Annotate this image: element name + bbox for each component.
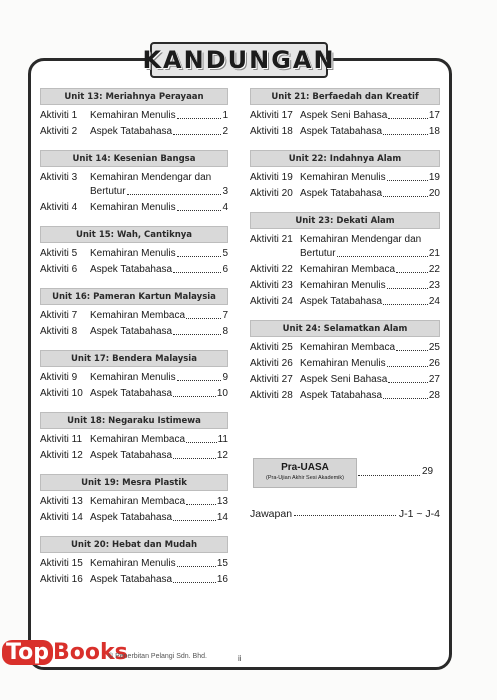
jawapan-entry[interactable]	[250, 508, 440, 520]
entry-title: Kemahiran Menulis	[90, 110, 176, 121]
entry-description	[90, 125, 228, 139]
entry-title: Kemahiran Membaca	[90, 496, 186, 507]
entry-description	[90, 247, 228, 261]
unit-section	[40, 350, 228, 401]
toc-entry[interactable]	[40, 433, 228, 447]
unit-header: Unit 19: Mesra Plastik	[40, 474, 228, 491]
entry-title-cont: Bertutur	[300, 248, 336, 259]
dot-leader	[177, 247, 222, 257]
entry-title: Aspek Tatabahasa	[90, 574, 173, 585]
activity-label: Aktiviti 23	[250, 280, 293, 291]
entry-title: Kemahiran Menulis	[300, 172, 386, 183]
dot-leader	[177, 201, 222, 211]
entry-description	[300, 373, 440, 387]
logo-books: Books	[52, 640, 128, 665]
toc-entry[interactable]	[250, 233, 440, 261]
toc-entry[interactable]	[40, 125, 228, 139]
unit-header: Unit 18: Negaraku Istimewa	[40, 412, 228, 429]
dot-leader	[127, 185, 222, 195]
entry-page: 2	[222, 126, 228, 137]
entry-page: 4	[222, 202, 228, 213]
entry-description	[90, 263, 228, 277]
unit-header: Unit 20: Hebat dan Mudah	[40, 536, 228, 553]
entry-title: Aspek Tatabahasa	[300, 390, 383, 401]
activity-label: Aktiviti 14	[40, 512, 83, 523]
toc-entry[interactable]	[250, 187, 440, 201]
entry-page: 26	[428, 358, 440, 369]
entry-title-line2	[300, 247, 440, 261]
activity-label: Aktiviti 3	[40, 172, 78, 183]
entry-description	[90, 309, 228, 323]
entry-description	[90, 511, 228, 525]
pra-uasa-box[interactable]	[253, 458, 357, 488]
entry-title: Kemahiran Menulis	[90, 558, 176, 569]
entry-description	[300, 389, 440, 403]
entry-description	[90, 449, 228, 463]
entry-page: 15	[216, 558, 228, 569]
toc-entry[interactable]	[250, 279, 440, 293]
entry-description	[300, 109, 440, 123]
jawapan-pages: J-1 ~ J-4	[398, 508, 440, 520]
activity-label: Aktiviti 11	[40, 434, 83, 445]
dot-leader	[177, 109, 222, 119]
entry-description	[300, 171, 440, 185]
activity-label: Aktiviti 21	[250, 234, 293, 245]
dot-leader	[173, 573, 216, 583]
pra-uasa-title: Pra-UASA	[281, 462, 329, 473]
entry-description	[300, 187, 440, 201]
entry-page: 18	[428, 126, 440, 137]
entry-page: 20	[428, 188, 440, 199]
entry-page: 3	[222, 186, 228, 197]
entry-page: 25	[428, 342, 440, 353]
dot-leader	[388, 373, 428, 383]
entry-page: 28	[428, 390, 440, 401]
entry-description	[90, 201, 228, 215]
entry-page: 10	[216, 388, 228, 399]
entry-page: 7	[222, 310, 228, 321]
unit-header: Unit 14: Kesenian Bangsa	[40, 150, 228, 167]
activity-label: Aktiviti 22	[250, 264, 293, 275]
toc-entry[interactable]	[40, 171, 228, 199]
dot-leader	[186, 433, 217, 443]
dot-leader	[173, 511, 216, 521]
toc-entry[interactable]	[250, 357, 440, 371]
unit-section	[250, 88, 440, 139]
entry-title: Kemahiran Mendengar dan	[90, 172, 212, 183]
toc-entry[interactable]	[40, 371, 228, 385]
activity-label: Aktiviti 24	[250, 296, 293, 307]
activity-label: Aktiviti 27	[250, 374, 293, 385]
unit-header: Unit 13: Meriahnya Perayaan	[40, 88, 228, 105]
activity-label: Aktiviti 4	[40, 202, 78, 213]
dot-leader	[173, 449, 216, 459]
activity-label: Aktiviti 9	[40, 372, 78, 383]
entry-page: 21	[428, 248, 440, 259]
entry-description	[90, 495, 228, 509]
dot-leader	[396, 263, 428, 273]
pra-uasa-subtitle: (Pra-Ujian Akhir Sesi Akademik)	[266, 475, 344, 481]
toc-entry[interactable]	[40, 573, 228, 587]
toc-entry[interactable]	[250, 389, 440, 403]
entry-page: 27	[428, 374, 440, 385]
activity-label: Aktiviti 5	[40, 248, 78, 259]
toc-entry[interactable]	[250, 373, 440, 387]
entry-description	[90, 325, 228, 339]
dot-leader	[383, 295, 428, 305]
entry-title: Aspek Tatabahasa	[90, 512, 173, 523]
entry-page: 22	[428, 264, 440, 275]
dot-leader	[387, 357, 428, 367]
entry-description	[90, 109, 228, 123]
entry-page: 19	[428, 172, 440, 183]
activity-label: Aktiviti 10	[40, 388, 83, 399]
entry-title: Kemahiran Menulis	[90, 202, 176, 213]
toc-entry[interactable]	[250, 109, 440, 123]
entry-description	[90, 557, 228, 571]
dot-leader	[186, 309, 221, 319]
toc-entry[interactable]	[40, 557, 228, 571]
unit-section	[40, 226, 228, 277]
entry-description	[300, 125, 440, 139]
entry-page: 6	[222, 264, 228, 275]
toc-entry[interactable]	[40, 495, 228, 509]
entry-description	[90, 387, 228, 401]
entry-title: Aspek Tatabahasa	[300, 296, 383, 307]
page-title: KANDUNGAN	[142, 46, 336, 74]
activity-label: Aktiviti 25	[250, 342, 293, 353]
logo-top: Top	[2, 640, 53, 665]
activity-label: Aktiviti 6	[40, 264, 78, 275]
publisher-credit: © Penerbitan Pelangi Sdn. Bhd.	[108, 653, 207, 660]
entry-title: Kemahiran Menulis	[90, 372, 176, 383]
activity-label: Aktiviti 1	[40, 110, 78, 121]
activity-label: Aktiviti 20	[250, 188, 293, 199]
toc-entry[interactable]	[40, 309, 228, 323]
unit-section	[40, 88, 228, 139]
dot-leader	[177, 557, 216, 567]
unit-section	[250, 320, 440, 403]
unit-section	[250, 150, 440, 201]
toc-entry[interactable]	[40, 247, 228, 261]
dot-leader	[388, 109, 428, 119]
unit-section	[40, 150, 228, 215]
entry-description	[300, 279, 440, 293]
pra-uasa-page: 29	[422, 466, 434, 477]
toc-entry[interactable]	[250, 263, 440, 277]
entry-title: Kemahiran Membaca	[90, 434, 186, 445]
activity-label: Aktiviti 13	[40, 496, 83, 507]
entry-description	[300, 357, 440, 371]
activity-label: Aktiviti 19	[250, 172, 293, 183]
entry-title: Kemahiran Membaca	[90, 310, 186, 321]
toc-entry[interactable]	[250, 171, 440, 185]
entry-page: 12	[216, 450, 228, 461]
entry-page: 23	[428, 280, 440, 291]
dot-leader	[387, 279, 428, 289]
entry-page: 17	[428, 110, 440, 121]
entry-page: 24	[428, 296, 440, 307]
activity-label: Aktiviti 8	[40, 326, 78, 337]
pra-uasa-leader	[358, 475, 420, 476]
activity-label: Aktiviti 15	[40, 558, 83, 569]
unit-header: Unit 24: Selamatkan Alam	[250, 320, 440, 337]
entry-title: Aspek Tatabahasa	[90, 450, 173, 461]
entry-title: Kemahiran Menulis	[300, 280, 386, 291]
entry-description	[90, 171, 228, 199]
dot-leader	[337, 247, 428, 257]
unit-header: Unit 16: Pameran Kartun Malaysia	[40, 288, 228, 305]
jawapan-leader	[294, 508, 396, 516]
unit-section	[40, 474, 228, 525]
entry-title: Kemahiran Mendengar dan	[300, 234, 422, 245]
entry-title: Kemahiran Membaca	[300, 264, 396, 275]
dot-leader	[383, 125, 428, 135]
entry-page: 9	[222, 372, 228, 383]
dot-leader	[387, 171, 428, 181]
dot-leader	[173, 125, 221, 135]
entry-page: 13	[216, 496, 228, 507]
jawapan-label: Jawapan	[250, 508, 293, 520]
entry-page: 14	[216, 512, 228, 523]
toc-entry[interactable]	[40, 109, 228, 123]
activity-label: Aktiviti 18	[250, 126, 293, 137]
unit-header: Unit 23: Dekati Alam	[250, 212, 440, 229]
entry-title: Aspek Tatabahasa	[90, 326, 173, 337]
unit-header: Unit 21: Berfaedah dan Kreatif	[250, 88, 440, 105]
unit-section	[40, 412, 228, 463]
page-number: ii	[238, 654, 242, 663]
unit-header: Unit 15: Wah, Cantiknya	[40, 226, 228, 243]
toc-entry[interactable]	[40, 449, 228, 463]
entry-title: Aspek Seni Bahasa	[300, 110, 388, 121]
entry-description	[300, 263, 440, 277]
toc-entry[interactable]	[250, 125, 440, 139]
entry-page: 11	[217, 434, 228, 445]
entry-title: Kemahiran Menulis	[90, 248, 176, 259]
entry-page: 16	[216, 574, 228, 585]
dot-leader	[173, 387, 216, 397]
dot-leader	[173, 263, 221, 273]
toc-entry[interactable]	[40, 325, 228, 339]
unit-section	[250, 212, 440, 309]
toc-entry[interactable]	[40, 263, 228, 277]
unit-section	[40, 288, 228, 339]
activity-label: Aktiviti 16	[40, 574, 83, 585]
dot-leader	[396, 341, 428, 351]
activity-label: Aktiviti 17	[250, 110, 293, 121]
entry-title: Aspek Tatabahasa	[300, 188, 383, 199]
activity-label: Aktiviti 2	[40, 126, 78, 137]
dot-leader	[383, 389, 428, 399]
right-column	[250, 88, 440, 414]
entry-page: 8	[222, 326, 228, 337]
entry-page: 1	[222, 110, 228, 121]
entry-title: Aspek Tatabahasa	[90, 264, 173, 275]
entry-title: Aspek Tatabahasa	[90, 388, 173, 399]
entry-title: Aspek Seni Bahasa	[300, 374, 388, 385]
dot-leader	[177, 371, 222, 381]
unit-header: Unit 22: Indahnya Alam	[250, 150, 440, 167]
entry-description	[300, 233, 440, 261]
entry-description	[300, 341, 440, 355]
activity-label: Aktiviti 7	[40, 310, 78, 321]
entry-title: Aspek Tatabahasa	[300, 126, 383, 137]
toc-entry[interactable]	[40, 511, 228, 525]
entry-title: Aspek Tatabahasa	[90, 126, 173, 137]
entry-title: Kemahiran Membaca	[300, 342, 396, 353]
dot-leader	[383, 187, 428, 197]
title-plate	[142, 42, 336, 78]
dot-leader	[186, 495, 216, 505]
entry-title-cont: Bertutur	[90, 186, 126, 197]
unit-header: Unit 17: Bendera Malaysia	[40, 350, 228, 367]
dot-leader	[173, 325, 221, 335]
activity-label: Aktiviti 12	[40, 450, 83, 461]
toc-entry[interactable]	[250, 341, 440, 355]
toc-entry[interactable]	[40, 387, 228, 401]
unit-section	[40, 536, 228, 587]
entry-title: Kemahiran Menulis	[300, 358, 386, 369]
entry-description	[90, 371, 228, 385]
entry-description	[90, 573, 228, 587]
entry-page: 5	[222, 248, 228, 259]
entry-description	[300, 295, 440, 309]
toc-entry[interactable]	[40, 201, 228, 215]
entry-description	[90, 433, 228, 447]
left-column	[40, 88, 228, 598]
activity-label: Aktiviti 28	[250, 390, 293, 401]
activity-label: Aktiviti 26	[250, 358, 293, 369]
toc-entry[interactable]	[250, 295, 440, 309]
entry-title-line2	[90, 185, 228, 199]
